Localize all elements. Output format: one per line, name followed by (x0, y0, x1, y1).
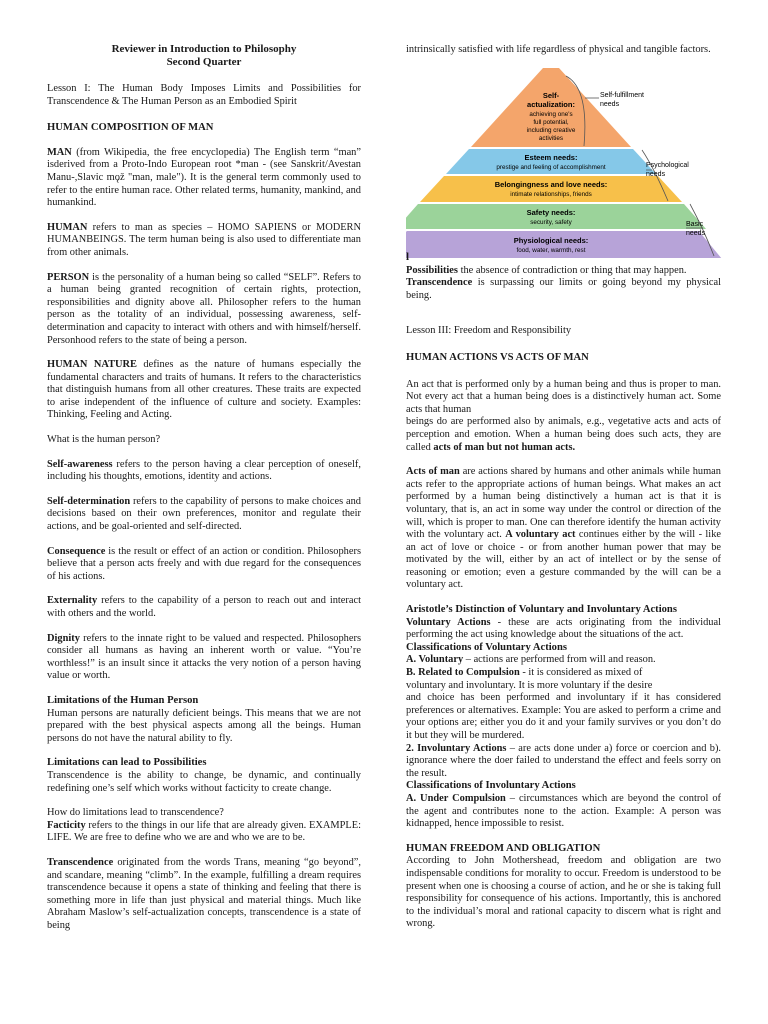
esteem-title: Esteem needs: (524, 152, 578, 162)
term-person: PERSON (47, 271, 90, 283)
heading-classifications-involuntary: Classifications of Involuntary Actions (406, 780, 576, 792)
transcendence-definition: originated from the words Trans, meaning “go beyond”, and scandare, meaning “climb”. In the example, fulfilling a dream requires transcendence because it opens a state of thinking and feeling that there is something more in life than just physical and material things. Much like Abraham Maslow’s self-actualization concepts, transcendence is a state of being (47, 856, 361, 931)
term-voluntary-act: A voluntary act (505, 529, 576, 541)
paragraph-self-awareness (47, 459, 361, 484)
heading-limitations: Limitations of the Human Person (47, 694, 199, 706)
paragraph-person (47, 272, 361, 348)
safety-title: Safety needs: (526, 207, 576, 217)
term-transcendence: Transcendence (47, 856, 114, 868)
related-compulsion-text-2: voluntary and involuntary. It is more voluntary if the desire (406, 679, 653, 691)
safety-desc: security, safety (530, 218, 572, 226)
paragraph-limitations-possibilities: Transcendence is the ability to change, be dynamic, and continually redefining one’s self which works without facticity to create change. (47, 769, 361, 794)
term-transcendence-2: Transcendence (406, 277, 473, 289)
group-basic-line-1: Basic (686, 220, 704, 228)
related-compulsion-text-3: and choice has been performed and involuntary if it has considered preferences or alternatives. Example: You are asked to perform a crime and your options are; either you do it and your family survives or you don’t do it but they will be murdered. (406, 692, 721, 741)
voluntary-act-text: continues either by the will - like an act of love or choice - or from another human power that may be motivated by the will, either by an act of intellect or by the sense of reasoning or emotion; even a gesture commanded by the will can be a voluntary act. (406, 529, 721, 591)
group-psychological-line-1: Psychological (646, 161, 689, 169)
self-determination-definition: refers to the capability of persons to make choices and decisions based on their own preferences, monitor and regulate their actions, and be goal-oriented and self-directed. (47, 495, 361, 533)
paragraph-transcendence-2 (406, 277, 721, 302)
term-involuntary-actions: 2. Involuntary Actions (406, 742, 507, 754)
item-under-compulsion (406, 793, 721, 831)
facticity-definition: refers to the things in our life that are already given. EXAMPLE: LIFE. We are free to define who we are and who we are to be. (47, 819, 361, 844)
paragraph-human-nature (47, 359, 361, 422)
stray-mark: l (406, 250, 410, 263)
lesson-1-title: Lesson I: The Human Body Imposes Limits and Possibilities for Transcendence & The Human Person as an Embodied Spirit (47, 83, 361, 107)
acts-of-man-text: are actions shared by humans and other animals while human acts refer to the appropriate actions of human beings. What makes an act performed by a human being distinctively a human act is that it is voluntary, that is, an act in some way under the control or direction of the will, which is proper to man. One can therefore identify the human activity with the voluntary act. (406, 466, 721, 541)
term-self-determination: Self-determination (47, 495, 131, 507)
term-human: HUMAN (47, 221, 88, 233)
self-actualization-line-2: actualization: (527, 99, 575, 109)
belongingness-title: Belongingness and love needs: (494, 179, 608, 189)
involuntary-actions-text: – are acts done under a) force or coercion and b). ignorance where the doer failed to understand the effect and feels sorry on the result. (406, 742, 721, 779)
voluntary-actions-text: - these are acts originating from the individual performing the act using knowledge about the situations of the act. (406, 616, 721, 641)
heading-freedom-obligation: HUMAN FREEDOM AND OBLIGATION (406, 842, 601, 854)
self-actualization-line-5: including creative (526, 126, 576, 134)
self-actualization-line-6: activities (538, 134, 564, 142)
person-definition: is the personality of a human being so called “SELF”. Refers to a human being granted recognition of certain rights, protection, responsibilities and dignity above all. Philosopher refers to the human person as the totality of an individual, possessing awareness, self-determination and capacity to interact with others and with himself/herself. Personhood refers to the state of being a person. (47, 271, 361, 346)
paragraph-possibilities (406, 265, 721, 278)
paragraph-human-act-a: An act that is performed only by a human being and thus is proper to man. Not every act that a human being does is a distinctively human act. Some acts that human (406, 378, 721, 415)
acts-of-man-phrase: acts of man but not human acts. (433, 441, 576, 453)
self-actualization-line-4: full potential, (533, 118, 569, 126)
heading-limitations-possibilities: Limitations can lead to Possibilities (47, 757, 207, 769)
group-self-fulfillment-line-2: needs (600, 100, 620, 108)
transcendence-continued: intrinsically satisfied with life regardless of physical and tangible factors. (406, 44, 711, 55)
externality-definition: refers to the capability of a person to reach out and interact with others and the world. (47, 595, 361, 619)
item-related-compulsion (406, 667, 721, 680)
transcendence-2-definition: is surpassing our limits or going beyond my physical being. (406, 277, 721, 301)
question-transcendence: How do limitations lead to transcendence? (47, 807, 224, 819)
term-consequence: Consequence (47, 545, 106, 557)
related-compulsion-text-1: - it is considered as mixed of (519, 667, 643, 679)
term-facticity: Facticity (47, 819, 86, 831)
a-voluntary-text: – actions are performed from will and reason. (463, 654, 656, 666)
consequence-definition: is the result or effect of an action or condition. Philosophers believe that a person acts freely and with due regard for the consequences of his actions. (47, 545, 361, 582)
human-act-text: beings do are performed also by animals, e.g., vegetative acts and acts of perception and emotion. When a human being does such acts, they are called (406, 416, 721, 453)
term-man: MAN (47, 146, 72, 158)
man-definition: (from Wikipedia, the free encyclopedia) The English term “man” isderived from a Proto-Indo European root *man - (see Sanskrit/Avestan Manu-,Slavic mǫž "man, male"). It is the general term commonly used to refer to the entire human race. Other related terms, humanity, mankind, and humankind. (47, 146, 361, 209)
right-column (406, 0, 721, 931)
group-self-fulfillment-line-1: Self-fulfillment (600, 91, 644, 99)
left-column (47, 0, 361, 932)
lesson-3-title: Lesson III: Freedom and Responsibility (406, 325, 572, 337)
term-externality: Externality (47, 595, 98, 607)
term-a-voluntary: A. Voluntary (406, 654, 464, 666)
human-nature-definition: defines as the nature of humans especially the fundamental characters and traits of humans. It refers to the characteristics that distinguish humans from all other creatures. These traits are expected to arise independent of the influence of culture and society. Examples: Thinking, Feeling and Acting. (47, 359, 362, 421)
possibilities-definition: the absence of contradiction or thing that may happen. (457, 264, 687, 276)
paragraph-consequence (47, 546, 361, 584)
maslow-pyramid (406, 58, 726, 265)
term-related-compulsion: B. Related to Compulsion (406, 667, 520, 679)
document-title: Reviewer in Introduction to Philosophy (111, 43, 297, 55)
term-human-nature: HUMAN NATURE (47, 359, 137, 371)
item-involuntary-actions (406, 743, 721, 781)
paragraph-man (47, 147, 361, 210)
heading-aristotle: Aristotle’s Distinction of Voluntary and Involuntary Actions (406, 604, 677, 616)
item-voluntary (406, 654, 721, 667)
document-subtitle: Second Quarter (166, 56, 242, 68)
paragraph-limitations: Human persons are naturally deficient beings. This means that we are not prepared with the best physical aspects among all the beings. Human persons do not have the natural ability to fly. (47, 707, 361, 744)
question-human-person: What is the human person? (47, 434, 161, 446)
paragraph-voluntary-actions (406, 617, 721, 642)
term-voluntary-actions: Voluntary Actions (406, 616, 491, 628)
heading-classifications-voluntary: Classifications of Voluntary Actions (406, 641, 567, 653)
physiological-desc: food, water, warmth, rest (516, 246, 586, 254)
paragraph-human (47, 222, 361, 260)
human-definition: refers to man as species – HOMO SAPIENS or MODERN HUMANBEINGS. The term human being is also used to differentiate man from other animals. (47, 221, 361, 258)
paragraph-human-act-b (406, 416, 721, 454)
group-psychological-line-2: needs (646, 170, 666, 178)
term-under-compulsion: A. Under Compulsion (406, 792, 506, 804)
term-self-awareness: Self-awareness (47, 458, 113, 470)
paragraph-self-determination (47, 496, 361, 534)
paragraph-acts-of-man (406, 466, 721, 592)
belongingness-desc: intimate relationships, friends (510, 190, 592, 198)
term-acts-of-man: Acts of man (406, 466, 460, 478)
heading-human-composition: HUMAN COMPOSITION OF MAN (47, 122, 214, 134)
group-basic-line-2: needs (686, 229, 706, 237)
self-actualization-line-3: achieving one's (529, 110, 573, 118)
term-dignity: Dignity (47, 632, 80, 644)
heading-human-actions: HUMAN ACTIONS VS ACTS OF MAN (406, 351, 589, 363)
physiological-title: Physiological needs: (513, 235, 589, 245)
under-compulsion-text: – circumstances which are beyond the control of the agent and contributes none to the action. Example: A person was kidnapped, hence impossible to resist. (406, 792, 721, 830)
esteem-desc: prestige and feeling of accomplishment (496, 163, 606, 171)
paragraph-freedom-obligation: According to John Mothershead, freedom and obligation are two indispensable conditions for morality to occur. Freedom is understood to be present when one is choosing a course of action, and he or she is taking full responsibility for consequence of his actions. Importantly, this is anchored to the individual’s moral and rational capacity to discern what is right and wrong. (406, 855, 721, 930)
paragraph-transcendence (47, 857, 361, 933)
self-awareness-definition: refers to the person having a clear perception of oneself, including his thoughts, emotions, identity and actions. (47, 458, 361, 483)
self-actualization-line-1: Self- (542, 90, 560, 100)
paragraph-externality (47, 595, 361, 620)
paragraph-facticity (47, 820, 361, 845)
term-possibilities: Possibilities (406, 264, 458, 276)
paragraph-dignity (47, 633, 361, 683)
maslow-pyramid-figure (406, 58, 721, 265)
dignity-definition: refers to the innate right to be valued and respected. Philosophers consider all humans as having an inherent worth or value. “You’re worthless!” is an insult since it attacks the very notion of a person having value or worth. (47, 632, 361, 682)
